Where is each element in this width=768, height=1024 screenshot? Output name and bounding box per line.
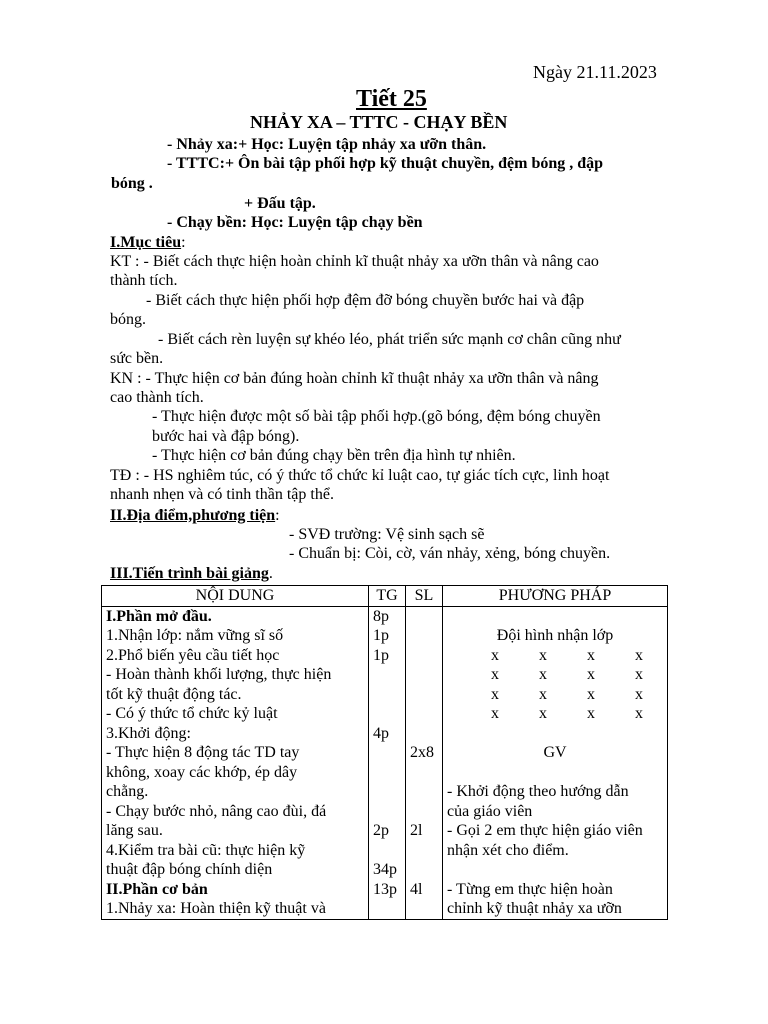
section-2-heading: [110, 506, 280, 525]
section-2-title: II.Địa điểm,phương tiện: [110, 507, 276, 524]
intro-line-4: + Đấu tập.: [244, 195, 316, 212]
student-mark: x: [587, 685, 595, 703]
intro-line-1: - Nhảy xa:+ Học: Luyện tập nhảy xa ưỡn thân.: [167, 136, 487, 153]
student-mark: x: [491, 646, 499, 664]
header-time: TG: [369, 586, 406, 607]
teacher-mark: GV: [543, 744, 567, 761]
student-mark: x: [635, 685, 643, 703]
content-line: II.Phần cơ bản: [106, 880, 208, 898]
time-value: 13p: [373, 880, 397, 898]
kt-line-2a: - Biết cách thực hiện phối hợp đệm đỡ bóng chuyền bước hai và đập: [146, 292, 585, 309]
student-mark: x: [539, 685, 547, 703]
kn-line-3: - Thực hiện cơ bản đúng chạy bền trên địa hình tự nhiên.: [152, 447, 516, 464]
kn-line-1b: cao thành tích.: [110, 389, 204, 406]
kt-line-3b: sức bền.: [110, 350, 164, 367]
student-mark: x: [491, 666, 499, 683]
td-line-1b: nhanh nhẹn và có tinh thần tập thể.: [110, 486, 334, 503]
header-count: SL: [406, 586, 443, 607]
time-value: 34p: [373, 861, 397, 878]
formation-title: Đội hình nhận lớp: [496, 627, 614, 644]
intro-line-3: bóng .: [111, 175, 153, 192]
student-mark: x: [539, 646, 547, 664]
student-mark: x: [491, 685, 499, 703]
time-value: 1p: [373, 627, 389, 644]
student-mark: x: [539, 705, 547, 722]
kt-line-1b: thành tích.: [110, 272, 178, 289]
method-line: - Gọi 2 em thực hiện giáo viên: [447, 822, 643, 839]
lesson-plan-table: [101, 585, 668, 920]
table-header-row: [102, 586, 668, 607]
content-line: - Hoàn thành khối lượng, thực hiện: [106, 666, 332, 683]
section-2-item-2: - Chuẩn bị: Còi, cờ, ván nhảy, xẻng, bóng chuyền.: [289, 545, 611, 562]
intro-line-5: - Chạy bền: Học: Luyện tập chạy bền: [167, 214, 423, 231]
kn-line-2b: bước hai và đập bóng).: [152, 428, 300, 445]
section-2-item-1: - SVĐ trường: Vệ sinh sạch sẽ: [289, 526, 485, 543]
content-line: thuật đập bóng chính diện: [106, 861, 273, 878]
content-line: 2.Phổ biến yêu cầu tiết học: [106, 646, 280, 664]
section-1-heading: [110, 233, 186, 252]
student-mark: x: [635, 666, 643, 683]
content-line: 1.Nhận lớp: nắm vững sĩ số: [106, 627, 284, 644]
method-line: - Từng em thực hiện hoàn: [447, 880, 613, 898]
content-line: tốt kỹ thuật động tác.: [106, 685, 242, 703]
lesson-title: Tiết 25: [356, 86, 427, 112]
section-1-title: I.Mục tiêu: [110, 234, 182, 251]
student-mark: x: [491, 705, 499, 722]
time-value: 4p: [373, 724, 389, 742]
content-line: I.Phần mở đầu.: [106, 607, 212, 625]
lesson-subtitle: NHẢY XA – TTTC - CHẠY BỀN: [250, 112, 508, 132]
student-mark: x: [635, 646, 643, 664]
section-1-colon: :: [181, 234, 186, 251]
count-cell: [406, 606, 443, 919]
time-value: 1p: [373, 646, 389, 664]
table-body-row: [102, 606, 668, 919]
content-line: - Chạy bước nhỏ, nâng cao đùi, đá: [106, 802, 327, 820]
content-line: - Có ý thức tổ chức kỷ luật: [106, 705, 278, 722]
content-cell: [102, 606, 369, 919]
count-value: 4l: [410, 880, 423, 898]
section-3-heading: [110, 564, 273, 583]
formation-grid: [471, 646, 663, 724]
student-mark: x: [587, 646, 595, 664]
content-line: lăng sau.: [106, 822, 163, 839]
time-cell: [369, 606, 406, 919]
method-line: - Khởi động theo hướng dẫn: [447, 783, 629, 800]
header-content: NỘI DUNG: [102, 586, 369, 607]
student-mark: x: [587, 666, 595, 683]
method-cell: [443, 606, 668, 919]
time-value: 2p: [373, 822, 389, 839]
count-value: 2x8: [410, 744, 434, 761]
content-line: không, xoay các khớp, ép dây: [106, 763, 298, 781]
student-mark: x: [635, 705, 643, 722]
section-3-dot: .: [268, 565, 273, 582]
content-line: 3.Khởi động:: [106, 724, 191, 742]
student-mark: x: [587, 705, 595, 722]
content-line: - Thực hiện 8 động tác TD tay: [106, 744, 300, 761]
content-line: 1.Nhảy xa: Hoàn thiện kỹ thuật và: [106, 900, 326, 917]
header-method: PHƯƠNG PHÁP: [443, 586, 668, 607]
content-line: chằng.: [106, 783, 149, 800]
section-3-title: III.Tiến trình bài giảng: [110, 565, 269, 582]
kt-line-1a: KT : - Biết cách thực hiện hoàn chỉnh kĩ thuật nhảy xa ưỡn thân và nâng cao: [110, 253, 599, 270]
time-value: 8p: [373, 607, 389, 625]
kt-line-2b: bóng.: [110, 311, 146, 328]
count-value: 2l: [410, 822, 423, 839]
section-2-colon: :: [275, 507, 280, 524]
kn-line-1a: KN : - Thực hiện cơ bản đúng hoàn chỉnh kĩ thuật nhảy xa ưỡn thân và nâng: [110, 370, 599, 387]
method-line: chỉnh kỹ thuật nhảy xa ưỡn: [447, 900, 622, 917]
student-mark: x: [539, 666, 547, 683]
kt-line-3a: - Biết cách rèn luyện sự khéo léo, phát triển sức mạnh cơ chân cũng như: [158, 331, 621, 348]
intro-line-2: - TTTC:+ Ôn bài tập phối hợp kỹ thuật chuyền, đệm bóng , đập: [167, 155, 604, 172]
td-line-1a: TĐ : - HS nghiêm túc, có ý thức tổ chức kỉ luật cao, tự giác tích cực, linh hoạt: [110, 467, 610, 484]
method-line: nhận xét cho điểm.: [447, 841, 569, 859]
content-line: 4.Kiểm tra bài cũ: thực hiện kỹ: [106, 841, 306, 859]
date-text: Ngày 21.11.2023: [533, 62, 657, 82]
kn-line-2a: - Thực hiện được một số bài tập phối hợp.(gõ bóng, đệm bóng chuyền: [152, 408, 601, 425]
method-line: của giáo viên: [447, 802, 533, 820]
